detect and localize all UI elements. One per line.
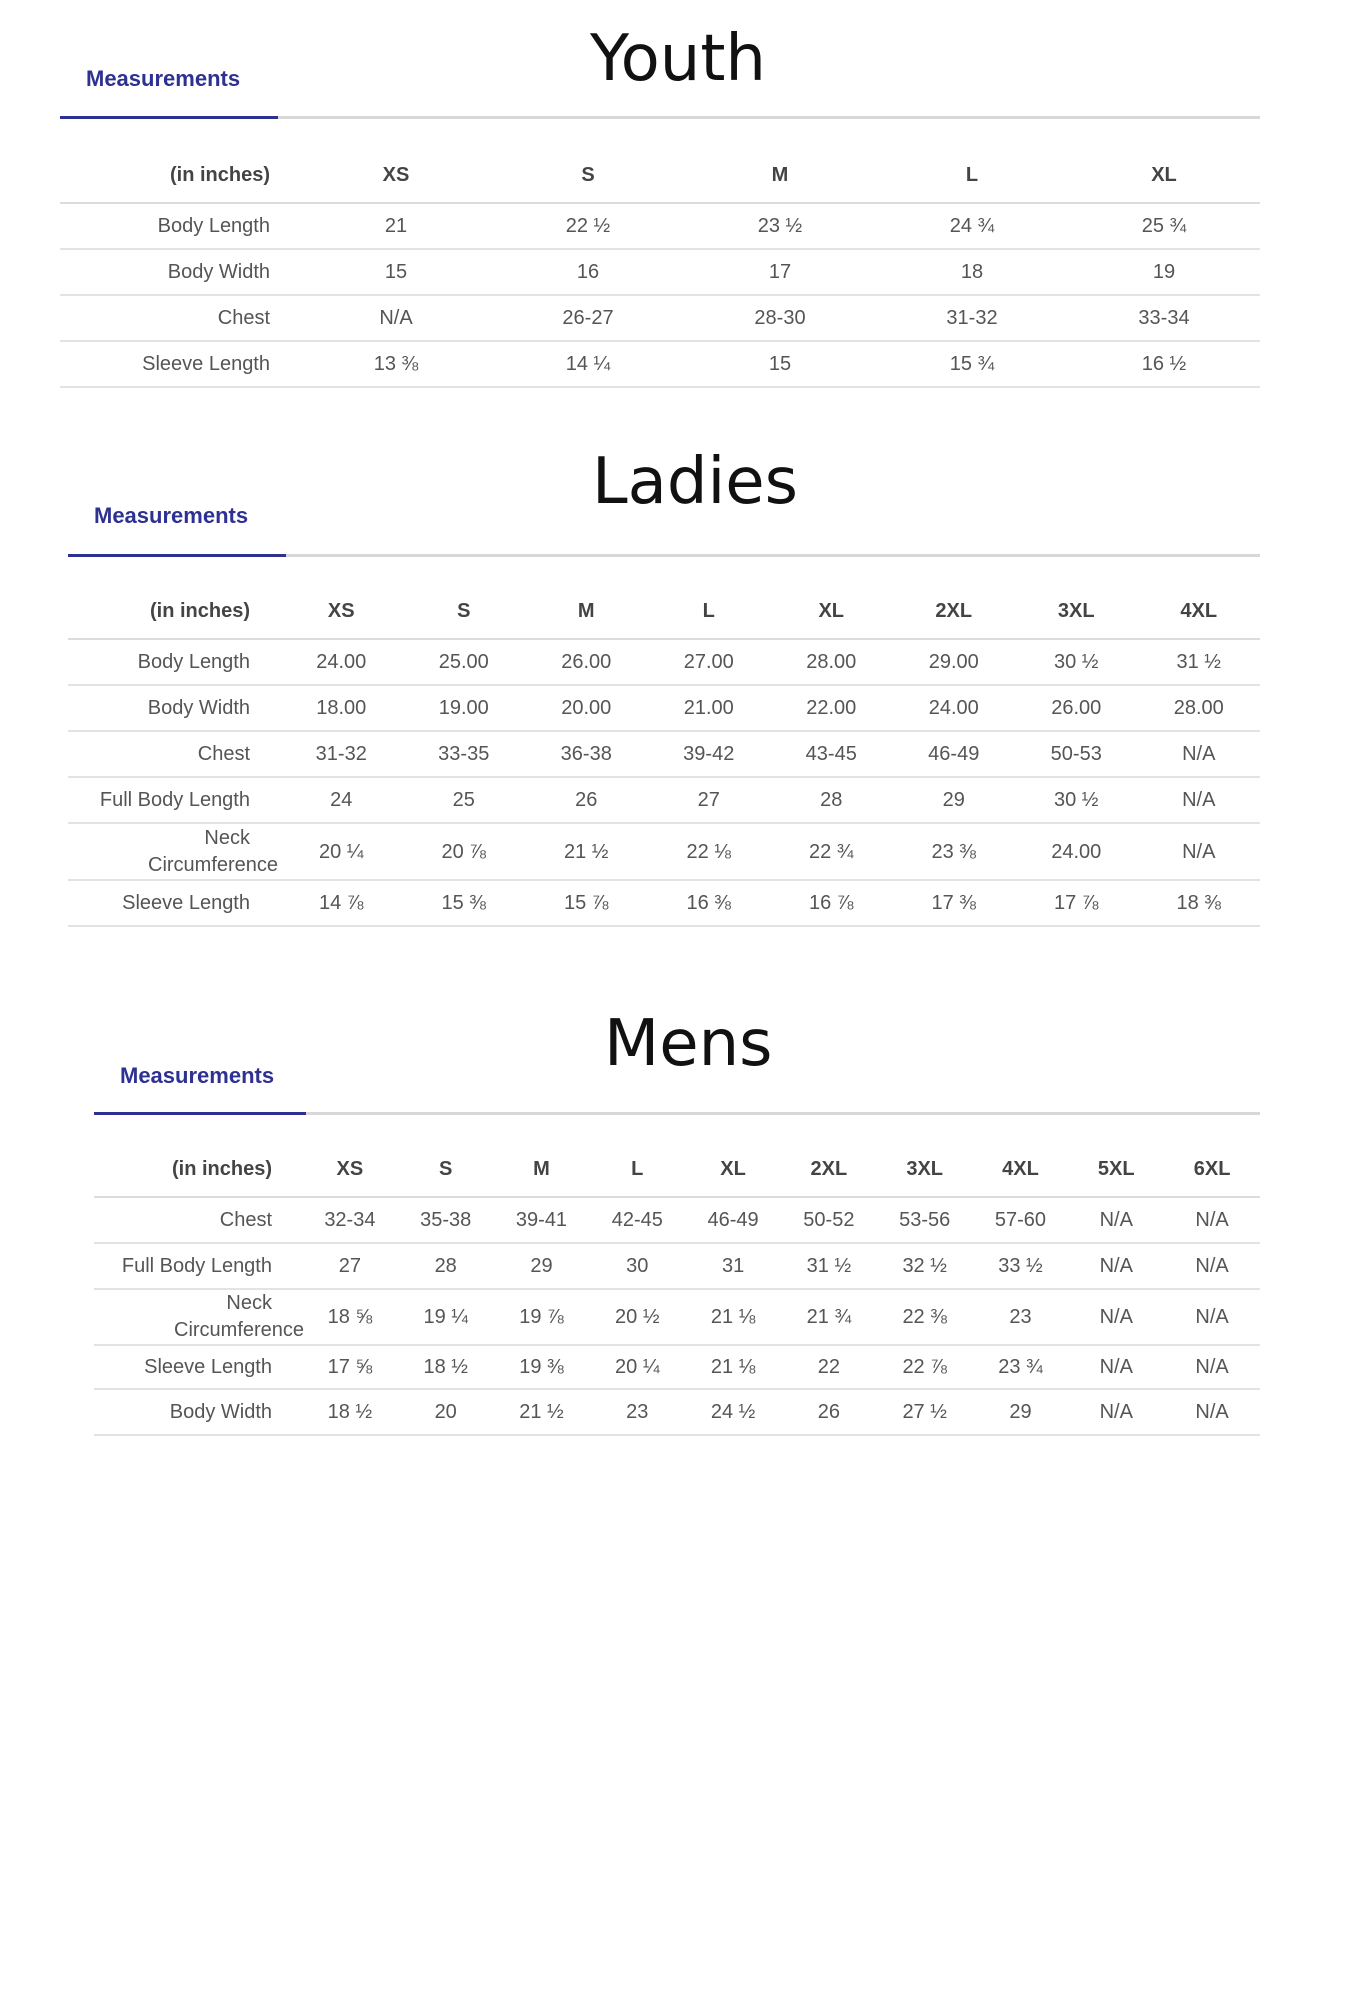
table-row — [68, 880, 1260, 926]
cell-xs: 18.00 — [280, 685, 403, 731]
size-header-m: M — [525, 584, 648, 639]
cell-4xl: 29 — [973, 1389, 1069, 1435]
unit-label: (in inches) — [60, 148, 300, 203]
cell-6xl: N/A — [1164, 1289, 1260, 1345]
cell-2xl: 26 — [781, 1389, 877, 1435]
size-header-4xl: 4XL — [1138, 584, 1261, 639]
youth-measurements-tab[interactable]: Measurements — [86, 66, 241, 91]
row-label: Sleeve Length — [60, 341, 300, 387]
size-header-6xl: 6XL — [1164, 1142, 1260, 1197]
cell-5xl: N/A — [1068, 1197, 1164, 1243]
cell-s: 35-38 — [398, 1197, 494, 1243]
cell-l: 18 — [876, 249, 1068, 295]
cell-m: 28-30 — [684, 295, 876, 341]
row-label: Neck Circumference — [94, 1289, 302, 1345]
row-label: Sleeve Length — [68, 880, 280, 926]
cell-xl: 22 ¾ — [770, 823, 893, 880]
cell-3xl: 24.00 — [1015, 823, 1138, 880]
cell-2xl: 29 — [893, 777, 1016, 823]
cell-4xl: 28.00 — [1138, 685, 1261, 731]
cell-3xl: 32 ½ — [877, 1243, 973, 1289]
cell-s: 19 ¼ — [398, 1289, 494, 1345]
unit-label: (in inches) — [94, 1142, 302, 1197]
cell-3xl: 27 ½ — [877, 1389, 973, 1435]
cell-xs: 13 ⅜ — [300, 341, 492, 387]
cell-2xl: 50-52 — [781, 1197, 877, 1243]
size-header-xl: XL — [685, 1142, 781, 1197]
table-row — [60, 203, 1260, 249]
cell-xl: 28.00 — [770, 639, 893, 685]
cell-2xl: 31 ½ — [781, 1243, 877, 1289]
cell-3xl: 22 ⅞ — [877, 1345, 973, 1389]
unit-label: (in inches) — [68, 584, 280, 639]
cell-xl: 22.00 — [770, 685, 893, 731]
cell-xl: 43-45 — [770, 731, 893, 777]
cell-4xl: N/A — [1138, 731, 1261, 777]
cell-4xl: N/A — [1138, 777, 1261, 823]
row-label: Chest — [68, 731, 280, 777]
ladies-tab-underline — [68, 554, 286, 557]
cell-m: 29 — [494, 1243, 590, 1289]
cell-6xl: N/A — [1164, 1197, 1260, 1243]
row-label: Full Body Length — [94, 1243, 302, 1289]
table-row — [68, 777, 1260, 823]
size-header-s: S — [403, 584, 526, 639]
cell-5xl: N/A — [1068, 1243, 1164, 1289]
youth-measurements-table — [60, 148, 1260, 388]
cell-4xl: 23 — [973, 1289, 1069, 1345]
size-header-5xl: 5XL — [1068, 1142, 1164, 1197]
cell-4xl: 18 ⅜ — [1138, 880, 1261, 926]
cell-m: 19 ⅞ — [494, 1289, 590, 1345]
youth-tab-underline — [60, 116, 278, 119]
cell-m: 39-41 — [494, 1197, 590, 1243]
table-row — [60, 341, 1260, 387]
cell-s: 25 — [403, 777, 526, 823]
cell-2xl: 17 ⅜ — [893, 880, 1016, 926]
table-row — [94, 1389, 1260, 1435]
cell-m: 36-38 — [525, 731, 648, 777]
cell-m: 15 ⅞ — [525, 880, 648, 926]
cell-xs: 17 ⅝ — [302, 1345, 398, 1389]
cell-xl: 33-34 — [1068, 295, 1260, 341]
cell-s: 20 — [398, 1389, 494, 1435]
cell-m: 23 ½ — [684, 203, 876, 249]
size-header-xl: XL — [770, 584, 893, 639]
ladies-measurements-table — [68, 584, 1260, 927]
cell-3xl: 17 ⅞ — [1015, 880, 1138, 926]
cell-2xl: 22 — [781, 1345, 877, 1389]
cell-xs: 20 ¼ — [280, 823, 403, 880]
row-label: Body Length — [60, 203, 300, 249]
table-row — [68, 685, 1260, 731]
cell-xl: 19 — [1068, 249, 1260, 295]
mens-tab-underline — [94, 1112, 306, 1115]
size-header-2xl: 2XL — [781, 1142, 877, 1197]
size-header-xs: XS — [302, 1142, 398, 1197]
cell-2xl: 46-49 — [893, 731, 1016, 777]
ladies-measurements-tab[interactable]: Measurements — [94, 503, 249, 528]
table-row — [94, 1243, 1260, 1289]
cell-3xl: 22 ⅜ — [877, 1289, 973, 1345]
cell-s: 16 — [492, 249, 684, 295]
cell-3xl: 53-56 — [877, 1197, 973, 1243]
cell-l: 27.00 — [648, 639, 771, 685]
size-header-m: M — [684, 148, 876, 203]
cell-s: 26-27 — [492, 295, 684, 341]
cell-xl: 24 ½ — [685, 1389, 781, 1435]
cell-xs: N/A — [300, 295, 492, 341]
size-header-3xl: 3XL — [877, 1142, 973, 1197]
cell-xl: 21 ⅛ — [685, 1345, 781, 1389]
row-label: Sleeve Length — [94, 1345, 302, 1389]
cell-xl: 16 ⅞ — [770, 880, 893, 926]
youth-title: Youth — [590, 22, 766, 96]
size-header-l: L — [876, 148, 1068, 203]
cell-4xl: 23 ¾ — [973, 1345, 1069, 1389]
cell-m: 21 ½ — [494, 1389, 590, 1435]
table-row — [60, 249, 1260, 295]
cell-5xl: N/A — [1068, 1345, 1164, 1389]
table-row — [94, 1345, 1260, 1389]
cell-s: 15 ⅜ — [403, 880, 526, 926]
cell-3xl: 26.00 — [1015, 685, 1138, 731]
size-header-4xl: 4XL — [973, 1142, 1069, 1197]
cell-3xl: 30 ½ — [1015, 639, 1138, 685]
ladies-table-body — [68, 639, 1260, 926]
cell-l: 22 ⅛ — [648, 823, 771, 880]
cell-6xl: N/A — [1164, 1243, 1260, 1289]
cell-xs: 21 — [300, 203, 492, 249]
cell-xs: 27 — [302, 1243, 398, 1289]
row-label: Body Width — [94, 1389, 302, 1435]
cell-5xl: N/A — [1068, 1389, 1164, 1435]
mens-header-row — [94, 1142, 1260, 1197]
cell-s: 33-35 — [403, 731, 526, 777]
mens-measurements-table — [94, 1142, 1260, 1436]
cell-s: 19.00 — [403, 685, 526, 731]
table-row — [94, 1197, 1260, 1243]
cell-l: 24 ¾ — [876, 203, 1068, 249]
size-header-3xl: 3XL — [1015, 584, 1138, 639]
size-header-l: L — [648, 584, 771, 639]
cell-s: 18 ½ — [398, 1345, 494, 1389]
row-label: Neck Circumference — [68, 823, 280, 880]
cell-l: 15 ¾ — [876, 341, 1068, 387]
cell-2xl: 29.00 — [893, 639, 1016, 685]
cell-xs: 31-32 — [280, 731, 403, 777]
cell-l: 20 ¼ — [589, 1345, 685, 1389]
size-header-s: S — [398, 1142, 494, 1197]
size-header-2xl: 2XL — [893, 584, 1016, 639]
cell-m: 15 — [684, 341, 876, 387]
mens-table-body — [94, 1197, 1260, 1435]
cell-xl: 46-49 — [685, 1197, 781, 1243]
youth-table-body — [60, 203, 1260, 387]
cell-l: 20 ½ — [589, 1289, 685, 1345]
cell-s: 25.00 — [403, 639, 526, 685]
cell-l: 21.00 — [648, 685, 771, 731]
cell-4xl: 57-60 — [973, 1197, 1069, 1243]
cell-6xl: N/A — [1164, 1345, 1260, 1389]
cell-4xl: 33 ½ — [973, 1243, 1069, 1289]
size-header-s: S — [492, 148, 684, 203]
cell-m: 19 ⅜ — [494, 1345, 590, 1389]
cell-xs: 18 ½ — [302, 1389, 398, 1435]
cell-xl: 21 ⅛ — [685, 1289, 781, 1345]
cell-l: 42-45 — [589, 1197, 685, 1243]
cell-xl: 16 ½ — [1068, 341, 1260, 387]
cell-xs: 14 ⅞ — [280, 880, 403, 926]
ladies-header-row — [68, 584, 1260, 639]
row-label: Body Length — [68, 639, 280, 685]
row-label: Full Body Length — [68, 777, 280, 823]
cell-s: 22 ½ — [492, 203, 684, 249]
cell-xl: 28 — [770, 777, 893, 823]
cell-l: 23 — [589, 1389, 685, 1435]
cell-l: 27 — [648, 777, 771, 823]
cell-2xl: 21 ¾ — [781, 1289, 877, 1345]
row-label: Body Width — [68, 685, 280, 731]
cell-l: 16 ⅜ — [648, 880, 771, 926]
table-row — [60, 295, 1260, 341]
cell-m: 26.00 — [525, 639, 648, 685]
cell-l: 39-42 — [648, 731, 771, 777]
cell-l: 31-32 — [876, 295, 1068, 341]
cell-2xl: 24.00 — [893, 685, 1016, 731]
cell-4xl: N/A — [1138, 823, 1261, 880]
table-row — [68, 639, 1260, 685]
cell-s: 28 — [398, 1243, 494, 1289]
mens-title: Mens — [604, 1007, 773, 1081]
youth-header-row — [60, 148, 1260, 203]
mens-measurements-tab[interactable]: Measurements — [120, 1063, 275, 1088]
cell-m: 21 ½ — [525, 823, 648, 880]
size-header-xl: XL — [1068, 148, 1260, 203]
cell-s: 20 ⅞ — [403, 823, 526, 880]
cell-3xl: 30 ½ — [1015, 777, 1138, 823]
cell-s: 14 ¼ — [492, 341, 684, 387]
cell-m: 26 — [525, 777, 648, 823]
size-header-m: M — [494, 1142, 590, 1197]
cell-xl: 25 ¾ — [1068, 203, 1260, 249]
cell-xs: 24.00 — [280, 639, 403, 685]
cell-xs: 24 — [280, 777, 403, 823]
cell-m: 20.00 — [525, 685, 648, 731]
cell-5xl: N/A — [1068, 1289, 1164, 1345]
cell-2xl: 23 ⅜ — [893, 823, 1016, 880]
table-row — [94, 1289, 1260, 1345]
cell-xs: 32-34 — [302, 1197, 398, 1243]
cell-xs: 18 ⅝ — [302, 1289, 398, 1345]
cell-m: 17 — [684, 249, 876, 295]
cell-xl: 31 — [685, 1243, 781, 1289]
ladies-title: Ladies — [592, 445, 798, 519]
size-header-xs: XS — [280, 584, 403, 639]
cell-3xl: 50-53 — [1015, 731, 1138, 777]
cell-6xl: N/A — [1164, 1389, 1260, 1435]
table-row — [68, 731, 1260, 777]
row-label: Body Width — [60, 249, 300, 295]
row-label: Chest — [60, 295, 300, 341]
size-header-xs: XS — [300, 148, 492, 203]
cell-l: 30 — [589, 1243, 685, 1289]
cell-xs: 15 — [300, 249, 492, 295]
size-header-l: L — [589, 1142, 685, 1197]
cell-4xl: 31 ½ — [1138, 639, 1261, 685]
row-label: Chest — [94, 1197, 302, 1243]
table-row — [68, 823, 1260, 880]
